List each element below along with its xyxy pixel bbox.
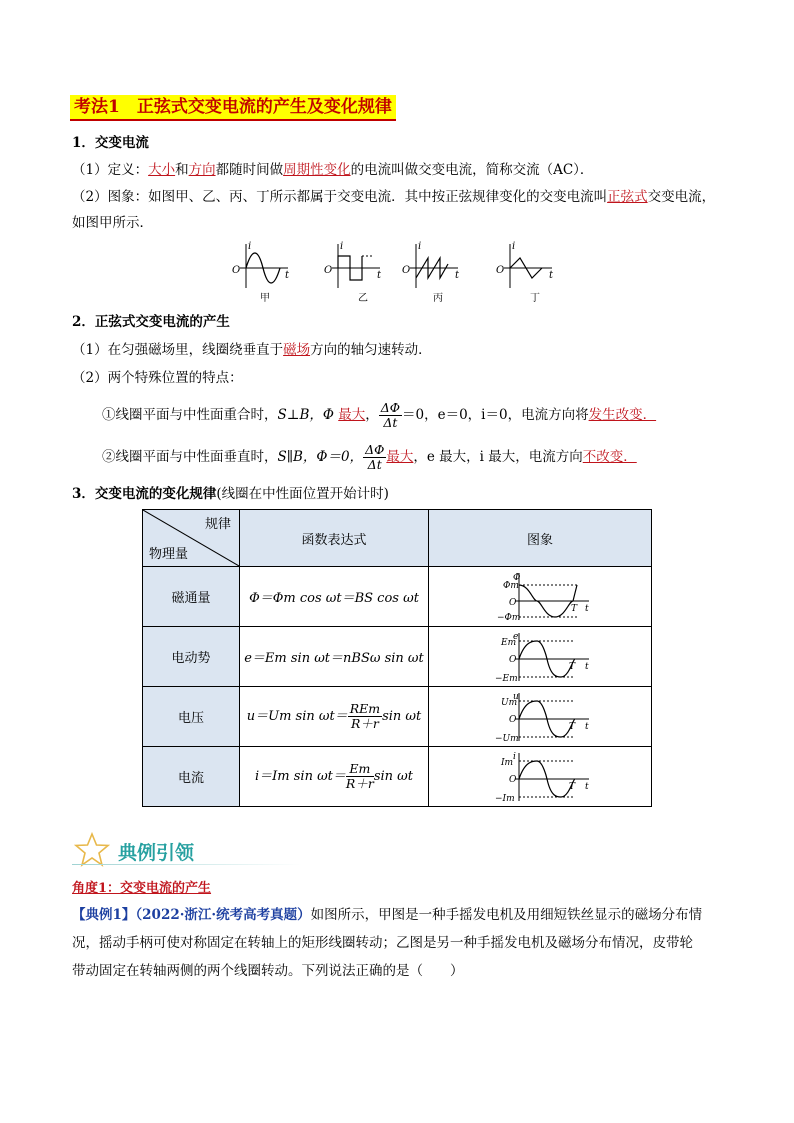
- blank-sinusoidal: 正弦式: [607, 189, 648, 205]
- svg-text:O: O: [509, 597, 517, 608]
- sine-graph: [485, 691, 595, 743]
- definition-line: （1）定义：大小和方向都随时间做周期性变化的电流叫做交变电流，简称交流（AC）．: [72, 162, 594, 178]
- column-header-expression: 函数表达式: [240, 510, 429, 567]
- blank-field: 磁场: [283, 342, 311, 358]
- expression-cell: e＝Em sin ωt＝nBSω sin ωt: [240, 627, 429, 687]
- banner-divider: [72, 864, 302, 865]
- svg-text:−Im: −Im: [495, 793, 515, 803]
- svg-text:O: O: [509, 774, 517, 785]
- example-line-2: 况，摇动手柄可使对称固定在转轴上的矩形线圈转动；乙图是另一种手摇发电机及磁场分布情况，皮带轮: [72, 935, 693, 951]
- corner-label-quantity: 物理量: [149, 547, 189, 562]
- origin-label: O: [232, 265, 241, 276]
- expression-fraction: $\frac{\text{REm}}{R+r}$: [349, 701, 381, 731]
- flux-rate-fraction: $\frac{\Delta\Phi}{\Delta t}$: [380, 400, 401, 430]
- caption-yi: 乙: [358, 293, 368, 304]
- figure-ding: [496, 241, 554, 288]
- heading-generation: 2．正弦式交变电流的产生: [72, 314, 230, 330]
- graph-cell: [429, 627, 652, 687]
- table-row: [143, 627, 652, 687]
- svg-text:i: i: [418, 241, 422, 252]
- example-line-1: 【典例1】（2022·浙江·统考高考真题）如图所示，甲图是一种手摇发电机及用细短铁丝显示的磁场分布情: [72, 907, 703, 923]
- svg-text:O: O: [402, 265, 411, 276]
- svg-text:−Um: −Um: [495, 733, 519, 743]
- cosine-graph: [485, 571, 595, 623]
- blank-direction: 方向: [188, 162, 216, 178]
- caption-bing: 丙: [433, 293, 443, 304]
- blank-changes: 发生改变．: [588, 407, 657, 423]
- table-row: [143, 567, 652, 627]
- caption-ding: 丁: [530, 293, 540, 304]
- example-tag: 【典例1】: [72, 907, 136, 923]
- svg-text:t: t: [585, 661, 589, 672]
- axis-i-label: i: [248, 241, 252, 252]
- svg-text:e: e: [513, 631, 519, 642]
- svg-text:i: i: [513, 751, 516, 762]
- generation-line-2: （2）两个特殊位置的特点：: [72, 370, 243, 386]
- expression-cell: u＝Um sin ωt＝ $\frac{\text{REm}}{R+r}$ sin ωt: [240, 687, 429, 747]
- svg-text:Im: Im: [501, 757, 514, 768]
- row-label: 电流: [143, 747, 240, 807]
- heading-ac-current: 1．交变电流: [72, 135, 149, 151]
- sine-graph: [485, 631, 595, 683]
- blank-periodic: 周期性变化: [283, 162, 351, 178]
- figure-jia: [232, 241, 290, 288]
- svg-text:O: O: [324, 265, 333, 276]
- generation-line-1: （1）在匀强磁场里，线圈绕垂直于磁场方向的轴匀速转动．: [72, 342, 432, 358]
- svg-text:O: O: [496, 265, 505, 276]
- row-label: 磁通量: [143, 567, 240, 627]
- svg-text:T: T: [569, 721, 576, 732]
- graph-cell: [429, 687, 652, 747]
- svg-text:O: O: [509, 654, 517, 665]
- section-title: 考法1 正弦式交变电流的产生及变化规律: [70, 95, 396, 121]
- image-description-line-2: 如图甲所示．: [72, 215, 153, 231]
- corner-label-law: 规律: [204, 517, 231, 532]
- svg-text:−Em: −Em: [495, 673, 518, 683]
- image-description-line: （2）图象：如图甲、乙、丙、丁所示都属于交变电流．其中按正弦规律变化的交变电流叫正弦式交变电流，: [72, 189, 716, 205]
- svg-text:i: i: [340, 241, 344, 252]
- svg-text:t: t: [585, 781, 589, 792]
- svg-text:−Φm: −Φm: [497, 612, 521, 623]
- svg-text:Φm: Φm: [503, 580, 519, 591]
- example-banner: 典例引领: [118, 842, 195, 864]
- caption-jia: 甲: [260, 293, 270, 304]
- svg-text:t: t: [585, 603, 589, 614]
- svg-text:t: t: [377, 270, 382, 281]
- table-corner-cell: [143, 510, 240, 567]
- column-header-graph: 图象: [429, 510, 652, 567]
- axis-t-label: t: [285, 270, 290, 281]
- expression-cell: Φ＝Φm cos ωt＝BS cos ωt: [240, 567, 429, 627]
- svg-text:O: O: [509, 714, 517, 725]
- case-perpendicular: ②线圈平面与中性面垂直时，S∥B，Φ＝0， $\frac{\Delta\Phi}{\Delta t}$ 最大，e 最大，i 最大，电流方向不改变．: [102, 442, 637, 472]
- expression-cell: i＝Im sin ωt＝ $\frac{Em}{R+r}$ sin ωt: [240, 747, 429, 807]
- sine-graph: [485, 751, 595, 803]
- svg-text:t: t: [585, 721, 589, 732]
- flux-rate-fraction-2: $\frac{\Delta\Phi}{\Delta t}$: [365, 442, 385, 472]
- row-label: 电动势: [143, 627, 240, 687]
- variation-table: [142, 509, 652, 807]
- svg-text:T: T: [569, 661, 576, 672]
- svg-text:t: t: [455, 270, 460, 281]
- svg-text:i: i: [512, 241, 516, 252]
- figure-bing: [402, 241, 460, 288]
- svg-text:Em: Em: [501, 637, 517, 648]
- svg-text:Φ: Φ: [513, 572, 521, 583]
- svg-text:T: T: [571, 603, 578, 614]
- row-label: 电压: [143, 687, 240, 747]
- case-neutral-plane: ①线圈平面与中性面重合时，S⊥B，Φ 最大， $\frac{\Delta\Phi}{\Delta t}$ ＝0，e＝0，i＝0，电流方向将发生改变．: [102, 400, 657, 430]
- blank-max-rate: 最大: [386, 449, 414, 465]
- table-header-row: [143, 510, 652, 567]
- example-line-3: 带动固定在转轴两侧的两个线圈转动。下列说法正确的是（ ）: [72, 963, 464, 979]
- svg-text:T: T: [569, 781, 576, 792]
- heading-variation: 3．交变电流的变化规律(线圈在中性面位置开始计时): [72, 486, 389, 502]
- blank-max-flux: 最大: [338, 407, 366, 423]
- example-source: （2022·浙江·统考高考真题）: [135, 907, 311, 923]
- svg-text:u: u: [513, 691, 519, 702]
- figure-captions: [0, 289, 794, 303]
- figure-yi: [324, 241, 382, 288]
- svg-text:Um: Um: [501, 697, 518, 708]
- table-row: [143, 687, 652, 747]
- svg-text:t: t: [549, 270, 554, 281]
- blank-no-change: 不改变．: [582, 449, 637, 465]
- expression-fraction: $\frac{Em}{R+r}$: [345, 761, 374, 791]
- blank-size: 大小: [148, 162, 176, 178]
- graph-cell: [429, 567, 652, 627]
- graph-cell: [429, 747, 652, 807]
- star-icon: [74, 832, 110, 868]
- table-row: [143, 747, 652, 807]
- angle-heading: 角度1：交变电流的产生: [72, 881, 212, 896]
